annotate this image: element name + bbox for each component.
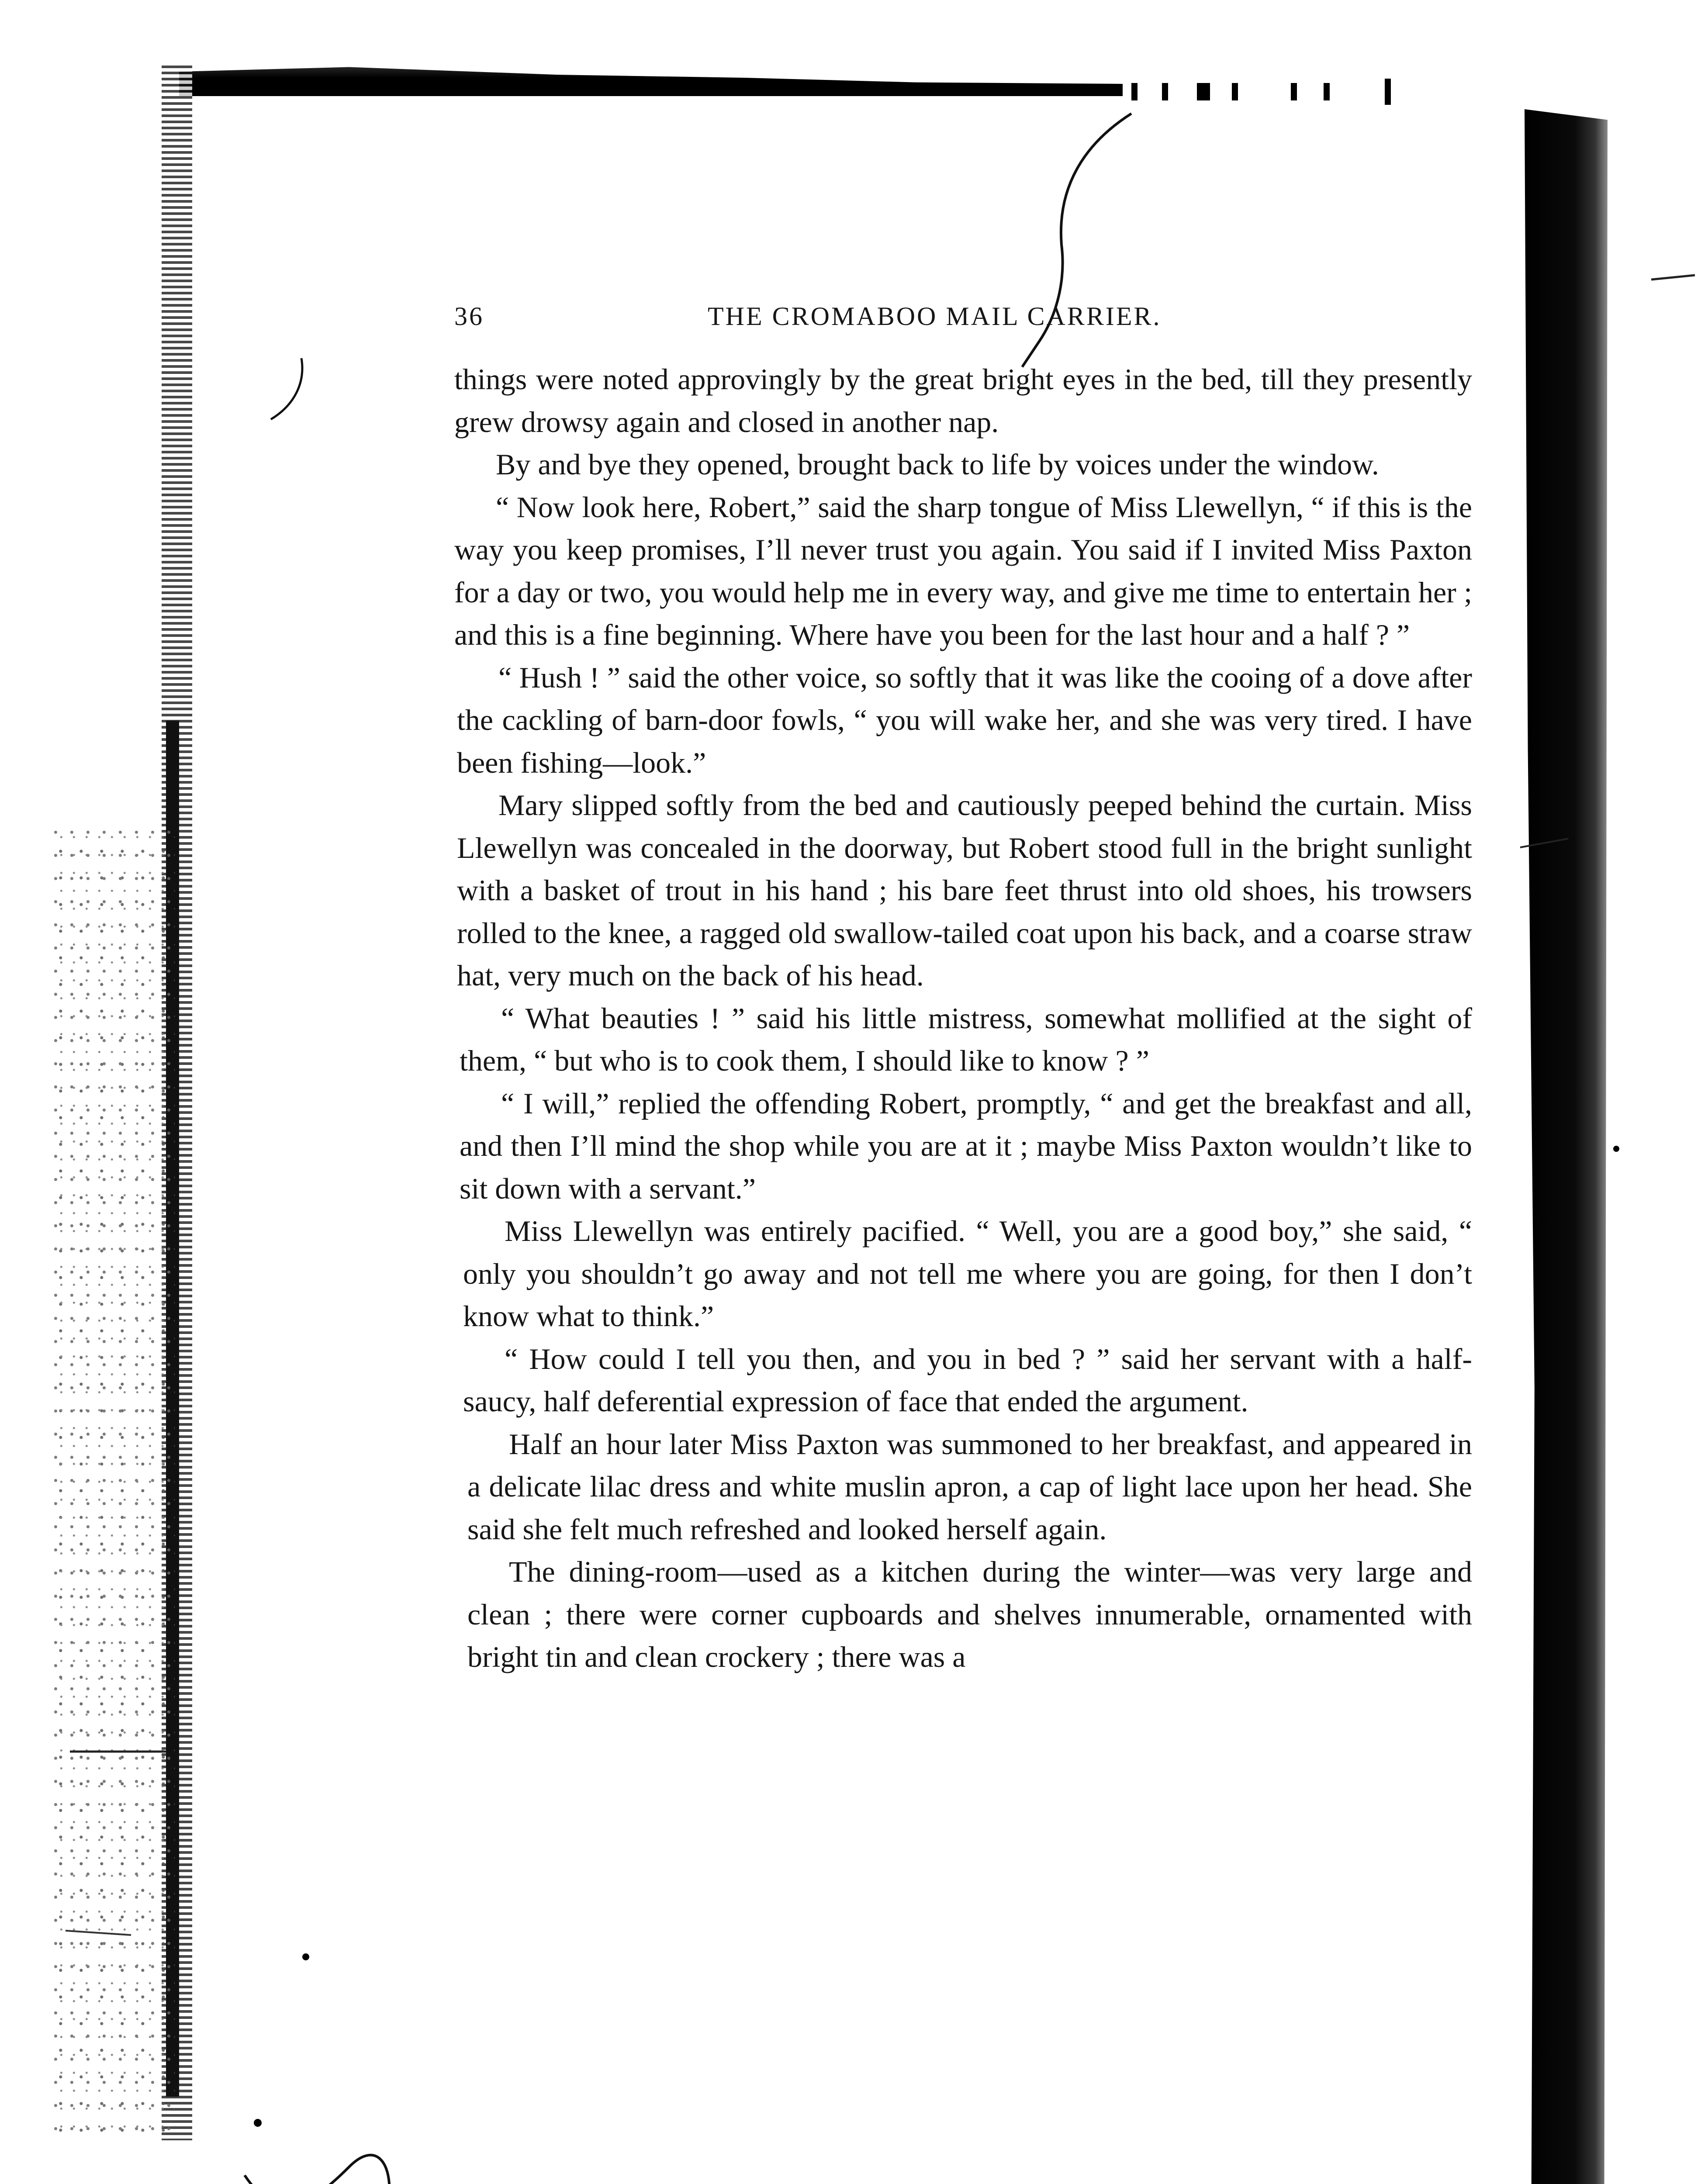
scan-rule-mark bbox=[1162, 83, 1168, 100]
scan-rule-mark bbox=[1324, 83, 1330, 100]
paragraph: “ I will,” replied the offending Robert, promptly, “ and get the breakfast and all, and then I’ll mind the shop while you are at it ; maybe Miss Paxton wouldn’t like to sit down with a servant.” bbox=[460, 1086, 1472, 1205]
paragraph: “ Now look here, Robert,” said the sharp tongue of Miss Llewellyn, “ if this is the way you keep promises, I’ll never trust you again. You said if I invited Miss Paxton for a day or two, you would help me in every way, and give me time to entertain her ; and this is a fine beginning. Where have you been for the last hour and a half ? ” bbox=[454, 490, 1472, 651]
paragraph: By and bye they opened, brought back to life by voices under the window. bbox=[496, 448, 1379, 481]
paragraph: Miss Llewellyn was entirely pacified. “ Well, you are a good boy,” she said, “ only you shouldn’t go away and not tell me where you are going, for then I don’t know what to think.” bbox=[463, 1214, 1472, 1333]
scan-rule-mark bbox=[1291, 83, 1297, 100]
scan-rule-mark bbox=[1385, 79, 1391, 105]
scan-left-speckle bbox=[52, 830, 175, 2140]
running-title: THE CROMABOO MAIL CARRIER. bbox=[708, 302, 1162, 331]
paragraph: Half an hour later Miss Paxton was summoned to her breakfast, and appeared in a delicate lilac dress and white muslin apron, a cap of light lace upon her head. She said she felt much refreshed and looked herself again. bbox=[467, 1427, 1472, 1546]
scan-rule-mark bbox=[1232, 83, 1238, 100]
paragraph: “ How could I tell you then, and you in bed ? ” said her servant with a half-saucy, half deferential expression of face that ended the argument. bbox=[463, 1342, 1472, 1418]
scan-rule-mark bbox=[1197, 83, 1210, 100]
paragraph: Mary slipped softly from the bed and cautiously peeped behind the curtain. Miss Llewellyn was concealed in the doorway, but Robert stood full in the bright sunlight with a basket of trout in his hand ; his bare feet thrust into old shoes, his trowsers rolled to the knee, a ragged old swallow-tailed coat upon his back, and a coarse straw hat, very much on the back of his head. bbox=[457, 788, 1472, 992]
paragraph: “ What beauties ! ” said his little mistress, somewhat mollified at the sight of them, “ but who is to cook them, I should like to know ? ” bbox=[460, 1001, 1472, 1077]
paragraph: The dining-room—used as a kitchen during the winter—was very large and clean ; there were corner cupboards and shelves innumerable, ornamented with bright tin and clean crockery ; there was a bbox=[467, 1555, 1472, 1673]
scan-right-edge-shadow bbox=[1525, 109, 1608, 2184]
page-header bbox=[454, 293, 1472, 345]
paragraph: “ Hush ! ” said the other voice, so softly that it was like the cooing of a dove after the cackling of barn-door fowls, “ you will wake her, and she was very tired. I have been fishing—look.” bbox=[457, 660, 1472, 779]
paragraph: things were noted approvingly by the great bright eyes in the bed, till they presently grew drowsy again and closed in another nap. bbox=[454, 363, 1472, 439]
scan-rule-mark bbox=[1131, 83, 1138, 100]
page-number: 36 bbox=[454, 302, 484, 331]
scan-top-rule bbox=[179, 66, 1123, 96]
body-text bbox=[454, 358, 1472, 1679]
